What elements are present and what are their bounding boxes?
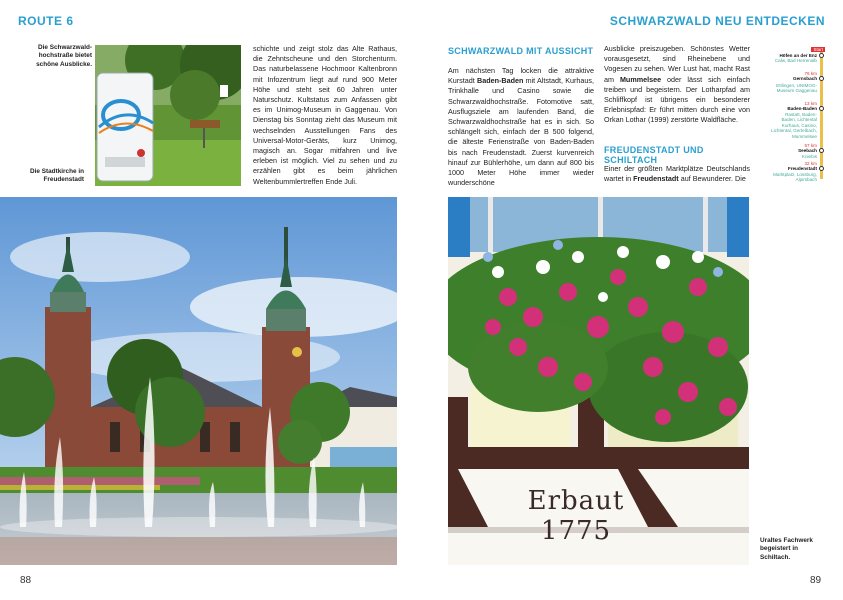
right-body-column-1: [448, 66, 594, 188]
start-badge: Start: [813, 47, 823, 52]
route-stop-list: [771, 53, 825, 183]
photo-stadtkirche: [0, 197, 397, 565]
stop-name: Gernsbach: [793, 76, 817, 82]
caption-line: begeistert in: [760, 545, 798, 553]
route-stop: [771, 123, 825, 143]
text-run: Einer der größten Marktplätze Deutschlands wartet in: [604, 164, 750, 184]
caption-line: Schiltach.: [760, 553, 791, 561]
text-run: Am nächsten Tag locken die attraktive Kurstadt: [448, 66, 594, 86]
stop-sub: Rastatt, Baden-Baden, Lichtental: [781, 111, 817, 123]
route-stop: [771, 83, 825, 101]
stop-dot: [819, 53, 824, 58]
left-body-column: [253, 44, 397, 187]
stop-sub: Kniebis: [801, 153, 817, 159]
inscription-line: Erbaut: [527, 486, 625, 516]
caption-line: Uraltes Fachwerk: [760, 537, 813, 544]
route-stop: [771, 101, 825, 123]
caption-fachwerk: [760, 537, 830, 562]
stop-dot: [819, 106, 824, 111]
photo-fachwerk-flowers: [448, 197, 749, 565]
section-heading-aussicht: SCHWARZWALD MIT AUSSICHT: [448, 46, 594, 56]
route-stop: [771, 71, 825, 83]
caption-line: Freudenstadt: [43, 176, 84, 184]
route-stop: [771, 161, 825, 183]
photo-camper-van: [95, 45, 241, 186]
caption-hochstrasse: [14, 44, 92, 69]
camper-van-illustration: [95, 45, 241, 186]
route-stop: [771, 143, 825, 157]
stop-sub: Kurhaus, Casino, Lichtental, Gertelbach, Mummelsee: [771, 123, 817, 139]
stop-name: Seebach: [798, 148, 817, 154]
paragraph: schichte und zeigt stolz das Alte Rathaus, die Zehntscheune und den Storchenturm. Das naturbelassene Hochmoor Kaltenbronn mit Infozentrum liegt auf rund 900 Meter Höhe und steht seit 60 Jahren unter Naturschutz. Kultstatus zum Anfassen gibt es im Unimog-Museum in Gaggenau. Von Dienstag bis Sonntag zieht das Museum mit wechselnden Ausstellungen Fans des Universal-Motor-Geräts, kurz Unimog, magisch an. Sogar mitfahren und live erleben ist möglich. Viel zu sehen und zu erzählen gibt es beim jährlichen Weltenbummlertreffen Ende Juli.: [253, 44, 397, 186]
stop-dot: [819, 148, 824, 153]
stop-name: Höfen an der Enz: [779, 53, 817, 58]
stop-km: 13 km: [804, 101, 817, 106]
caption-line: Die Schwarzwald-: [38, 44, 92, 51]
stop-sub: Calw, Bad Herrenalb: [774, 58, 817, 64]
stop-name: Freudenstadt: [787, 166, 817, 172]
stop-km: 57 km: [804, 143, 817, 148]
caption-line: schöne Ausblicke.: [36, 60, 92, 68]
page-number-left: 88: [20, 575, 32, 586]
stop-km: 76 km: [804, 71, 817, 76]
right-body-column-2: [604, 44, 750, 126]
text-run: auf Bewunderer. Die: [678, 174, 746, 184]
stadtkirche-illustration: [0, 197, 397, 565]
bold-place-freudenstadt: Freudenstadt: [633, 174, 679, 184]
stop-dot: [819, 166, 824, 171]
caption-line: hochstraße bietet: [38, 52, 92, 60]
caption-line: Die Stadtkirche in: [30, 168, 84, 175]
right-body-column-2b: [604, 164, 750, 184]
paragraph: [604, 164, 750, 184]
inscription-line: 1775: [540, 516, 612, 546]
section-heading-freudenstadt: FREUDENSTADT UND SCHILTACH: [604, 145, 704, 165]
page-number-right: 89: [810, 575, 822, 586]
stop-dot: [819, 76, 824, 81]
text-run: Ausblicke preiszugeben. Schönstes Wetter vorausgesetzt, sind Rheinebene und Vogesen zu sehen. Wer Lust hat, macht Rast am: [604, 44, 750, 84]
paragraph: [448, 66, 594, 188]
route-map: [771, 47, 825, 183]
text-run: mit Altstadt, Kurhaus, Trinkhalle und Casino sowie die Schwarzwaldhochstraße. Fotomotive satt, Ausflugsziele am laufenden Band, die Schwarzwaldhochstraße hat es in sich. So schlängelt sich, einfach der B 500 folgend, die älteste Ferienstraße von Baden-Baden bis nach Freudenstadt. Zuerst kurvenreich hinauf zur Bühlerhöhe, um dann auf 800 bis 1000 Meter Höhe immer wieder wunderschöne: [448, 76, 594, 188]
text-run: oder lässt sich einfach treiben und begeistern. Der Lotharpfad am Schliffkopf ist übrigens ein besonderer Erlebnispfad: Er führt mitten durch eine von Orkan Lothar (1999) zerstörte Waldfläche.: [604, 74, 750, 125]
paragraph: [604, 44, 750, 126]
stop-km: 32 km: [804, 161, 817, 166]
stop-name: Baden-Baden: [787, 106, 817, 112]
stop-sub: Marktplatz, Lossburg, Alpirsbach: [773, 171, 817, 183]
bold-place-mummelsee: Mummelsee: [619, 74, 662, 84]
photo-inscription: [496, 486, 656, 546]
caption-stadtkirche: [14, 168, 84, 185]
route-stop: [771, 53, 825, 71]
bold-place-baden-baden: Baden-Baden: [477, 76, 524, 86]
spread-title: SCHWARZWALD NEU ENTDECKEN: [609, 14, 825, 28]
stop-sub: Ettlingen, UNIMOG-Museum Gaggenau: [776, 83, 817, 94]
route-label: ROUTE 6: [18, 14, 74, 28]
